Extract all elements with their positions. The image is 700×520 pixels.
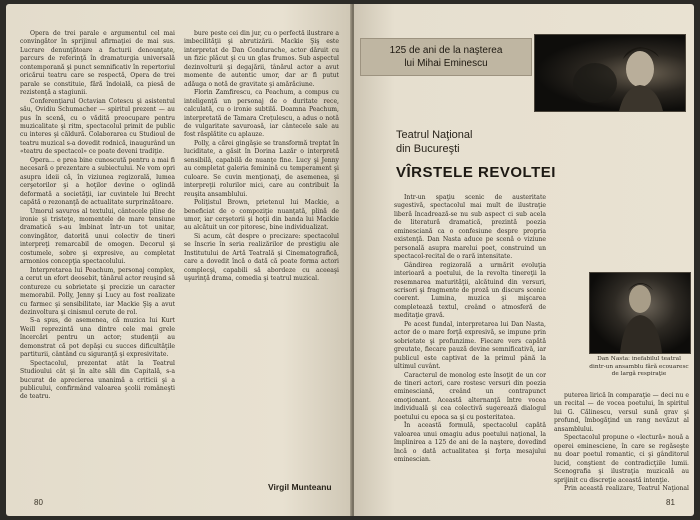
- right-column-right: [554, 392, 689, 492]
- subtitle-line: Teatrul Naţional: [396, 129, 473, 141]
- portrait-illustration: [535, 35, 685, 111]
- paragraph: Opera de trei parale e argumentul cel mai convingător în sprijinul afirmaţiei de mai sus. Lucrare denunţătoare a facturii denounţate, parcurs de referinţă în dramaturgia universală contemporană şi punct semnificativ în repertoriul oricărui teatru care se respectă, Opera de trei parale se constituie, fără îndoială, ca piesă de rezistenţă a stagiunii.: [20, 30, 175, 97]
- paragraph: Prin această realizare, Teatrul Naţional: [564, 484, 689, 492]
- left-column-2: [184, 30, 339, 402]
- magazine-spread: [6, 4, 694, 516]
- page-number-right: 81: [666, 498, 675, 507]
- paragraph: Polly, a cărei gingăşie se transformă treptat în luciditate, a găsit în Dorina Lazăr o interpretă sensibilă, capabilă de nuanţe fine. Lucy şi Jenny au completat galeria feminină cu temperament şi culoare. Se cuvin menţionaţi, de asemenea, şi interpreţii rolurilor mici, care au contribuit la reuşita ansamblului.: [184, 139, 339, 198]
- article-headline: VÎRSTELE REVOLTEI: [396, 164, 556, 181]
- paragraph: Umorul savuros al textului, cântecele pline de ironie şi tristeţe, momentele de mare tensiune dramatică s-au îmbinat într-un tot unitar, convingător, datorită unui colectiv de tineri interpreţi remarcabil de omogen. Decorul şi costumele, sobre şi expresive, au completat armonios concepţia spectacolului.: [20, 207, 175, 266]
- right-column-center: [394, 194, 546, 494]
- author-byline: Virgil Munteanu: [268, 482, 332, 492]
- paragraph: Opera... e prea bine cunoscută pentru a mai fi necesară o prezentare a subiectului. Ne vom opri asupra ideii că, în viziunea regizorală, lumea cerşetorilor şi a hoţilor devine o oglindă deformată a societăţii, iar cuvintele lui Brecht capătă o rezonanţă de actualitate surprinzătoare.: [20, 156, 175, 207]
- photo-caption: Dan Nasta: inefabilul teatral dintr-un ansamblu fără ecouaresc de largă respiraţie: [589, 356, 689, 377]
- banner-line: lui Mihai Eminescu: [404, 58, 488, 69]
- portrait-photo: [534, 34, 686, 112]
- paragraph: Spectacolul, prezentat atât la Teatrul Studioului cât şi în alte săli din Capitală, s-a bucurat de aprecierea unanimă a criticii şi a publicului, confirmând valoarea şcolii româneşti de teatru.: [20, 359, 175, 401]
- left-column-1: [20, 30, 175, 492]
- banner-line: 125 de ani de la naşterea: [389, 45, 503, 56]
- paragraph: Caracterul de monolog este însoţit de un cor de tineri actori, care rostesc versuri din poezia eminesciană, creând un contrapunct emoţionant. Această alternanţă între vocea individuală şi cea colectivă sugerează dialogul poetului cu epoca sa şi cu posteritatea.: [394, 371, 546, 421]
- paragraph: Conferenţiarul Octavian Cotescu şi asistentul său, Ovidiu Schumacher — spiritul prezent — au pus în scenă, cu o vădită preocupare pentru muzicalitate şi ritm, spectacolul primit de public cu interes şi căldură. Colaborarea cu Studioul de teatru muzical s-a dovedit rodnică, inaugurând un «teatru de spectacol» ce poate deveni tradiţie.: [20, 97, 175, 156]
- paragraph: În această formulă, spectacolul capătă valoarea unui omagiu adus poetului naţional, la împlinirea a 125 de ani de la naştere, dovedind încă o dată actualitatea şi forţa mesajului eminescian.: [394, 422, 546, 464]
- paragraph: Gândirea regizorală a urmărit evoluţia interioară a poetului, de la revolta tinereţii la resemnarea maturităţii, alcătuind din versuri, scrisori şi fragmente de proză un discurs scenic coerent. Lumina, muzica şi mişcarea completează textul, creând o atmosferă de meditaţie gravă.: [394, 261, 546, 320]
- theatre-subtitle: [396, 128, 546, 156]
- right-page: [354, 4, 694, 516]
- page-number-left: 80: [34, 498, 43, 507]
- paragraph: puterea lirică în comparaţie — deci nu e un recital — de vocea poetului, în spiritul lui G. Călinescu, versul sună grav şi profund, îmbogăţind un rang nevăzut al ansamblului.: [554, 392, 689, 433]
- actor-illustration: [590, 273, 690, 353]
- paragraph: Pe acest fundal, interpretarea lui Dan Nasta, actor de o mare forţă expresivă, se impune prin sobrietate şi profunzime. Fiecare vers capătă greutate, fiecare pauză devine semnificativă, iar publicul este captivat de la primul până la ultimul cuvânt.: [394, 320, 546, 371]
- actor-photo: [589, 272, 691, 354]
- paragraph: Spectacolul propune o «lectură» nouă a operei eminesciene, în care se regăseşte nu doar poetul romantic, ci şi gânditorul lucid, conştient de contradicţiile lumii. Scenografia şi ilustraţia muzicală au sprijinit cu discreţie această intenţie.: [554, 434, 689, 484]
- paragraph: S-a spus, de asemenea, că muzica lui Kurt Weill reprezintă una dintre cele mai grele încercări pentru un actor; studenţii au demonstrat că pot depăşi cu succes dificultăţile partiturii, cântând cu siguranţă şi expresivitate.: [20, 317, 175, 359]
- paragraph: bure peste cei din jur, cu o perfectă ilustrare a imbecilităţii şi abrutizării. Mackie Şiş este interpretat de Dan Condurache, actor dăruit cu un fizic plăcut şi cu un glas frumos. Sub aspectul dezinvolturii şi degajării, tânărul actor a avut momente de autentic umor, dar ar fi putut adăuga o notă de gravitate şi amărăciune.: [184, 30, 339, 88]
- paragraph: Florin Zamfirescu, ca Peachum, a compus cu inteligenţă un personaj de o duritate rece, calculată, cu o ironie subtilă. Doamna Peachum, interpretată de Tamara Crețulescu, a adus o notă de vulgaritate savuroasă, iar cântecele sale au fost răsplătite cu aplauze.: [184, 89, 339, 139]
- subtitle-line: din Bucureşti: [396, 143, 460, 155]
- paragraph: Poliţistul Brown, prietenul lui Mackie, a beneficiat de o compoziţie nuanţată, plină de umor, iar cerşetorii şi hoţii din banda lui Mackie au alcătuit un cor pitoresc, bine individualizat.: [184, 199, 339, 232]
- paragraph: Într-un spaţiu scenic de austeritate sugestivă, spectacolul mai mult de ilustraţie liberă încadrează-se nu sub aspect ci sub acela de literatură dramatică, prezintă poezia eminesciană ca o confesiune despre propria existenţă. Dan Nasta aduce pe scenă o viziune personală asupra marelui poet, construind un spectacol-recital de o rară intensitate.: [394, 194, 546, 261]
- paragraph: Interpretarea lui Peachum, personaj complex, a cerut un efort deosebit, tânărul actor reuşind să contureze cu sobrietate şi precizie un caracter memorabil. Polly, Jenny şi Lucy au fost realizate cu farmec şi sensibilitate, iar Mackie Şiş a avut dezinvoltura şi cinismul cerute de rol.: [20, 266, 175, 316]
- anniversary-banner: [360, 38, 532, 76]
- paragraph: Si acum, cât despre o precizare: spectacolul se înscrie în seria realizărilor de prestigiu ale Institutului de Artă Teatrală şi Cinematografică, care a dovedit încă o dată că poate forma actori complecşi, capabili să abordeze cu aceeaşi uşurinţă drama, comedia şi teatrul muzical.: [184, 232, 339, 283]
- left-page: [6, 4, 352, 516]
